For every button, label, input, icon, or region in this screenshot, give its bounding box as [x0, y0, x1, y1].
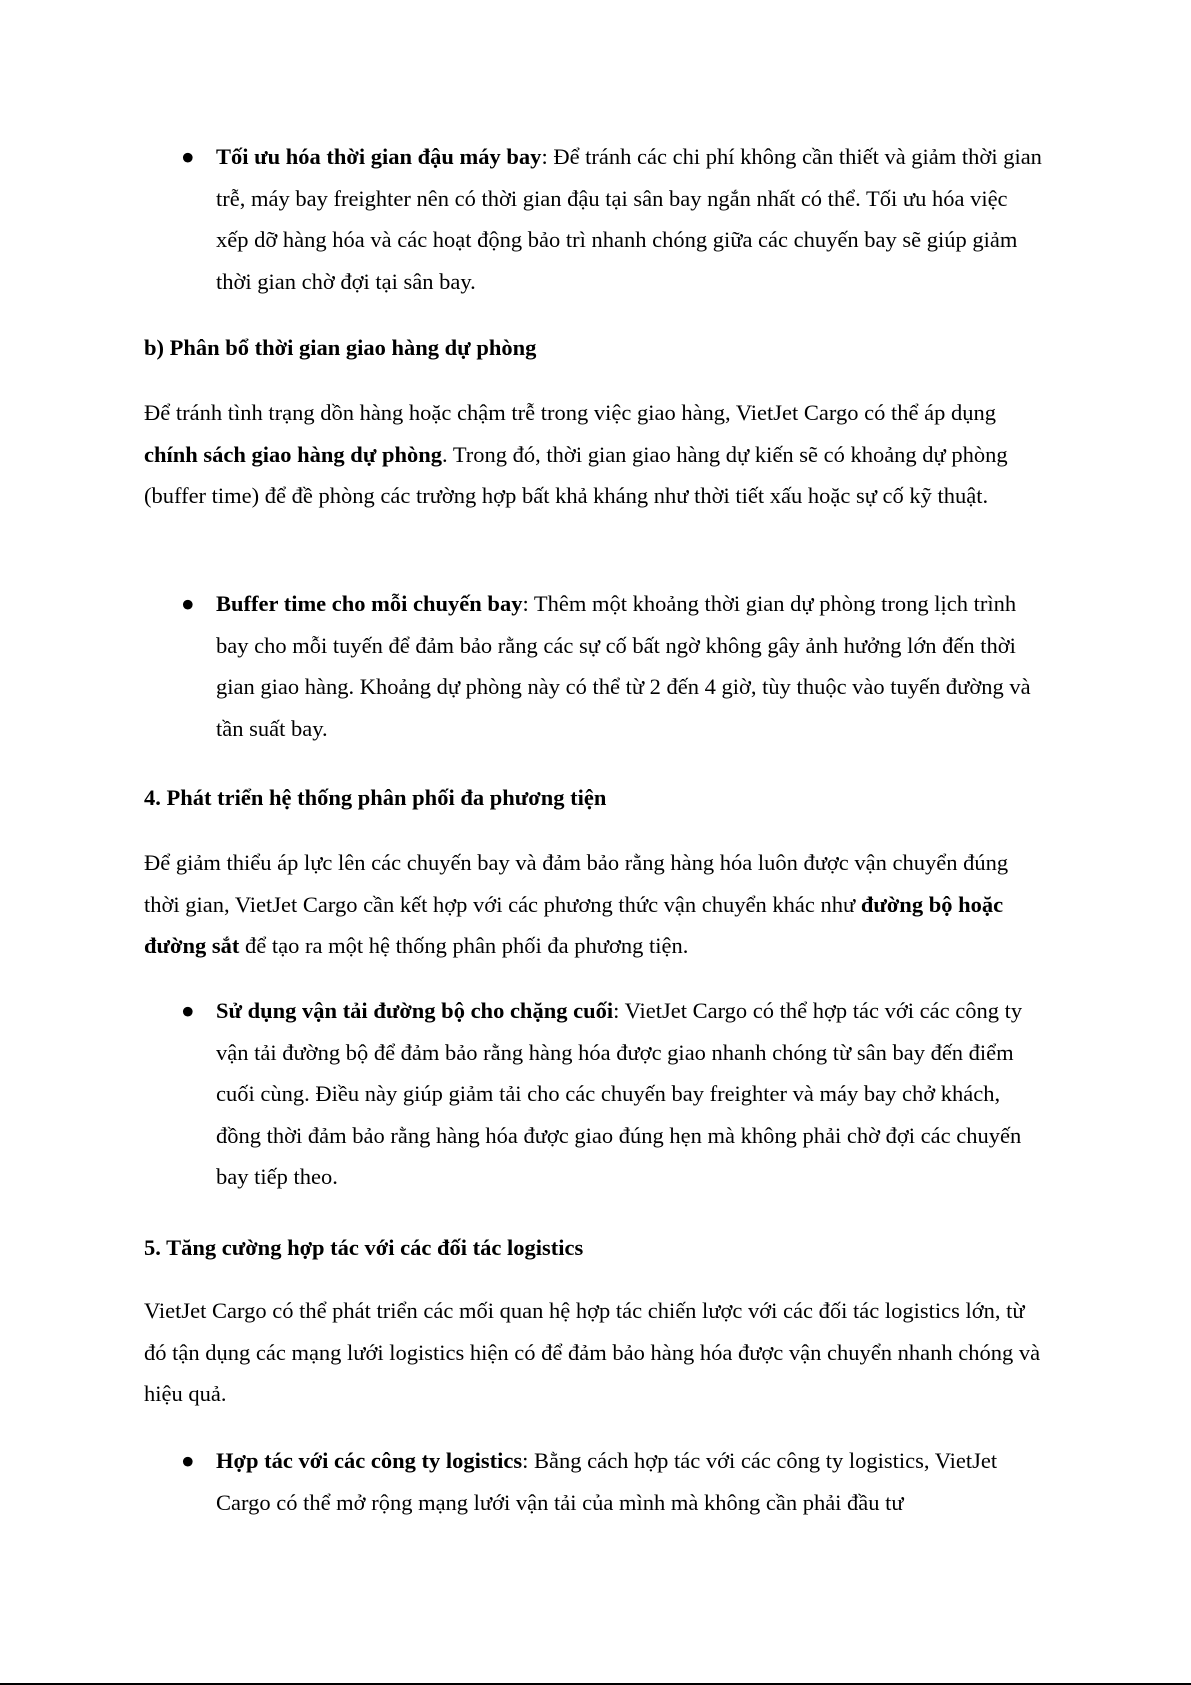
- bullet-marker: ●: [181, 144, 195, 169]
- bullet-item-text: : Bằng cách hợp tác với các công ty logistics, VietJet Cargo có thể mở rộng mạng lưới vận tải của mình mà không cần phải đầu tư: [216, 1448, 998, 1515]
- bullet-marker: ●: [181, 1448, 195, 1473]
- bullet-item-parking-time: [216, 136, 1044, 302]
- paragraph-emphasis: chính sách giao hàng dự phòng: [144, 441, 442, 467]
- bullet-item-title: Sử dụng vận tải đường bộ cho chặng cuối: [216, 998, 614, 1023]
- paragraph-multimodal: [144, 842, 1044, 967]
- paragraph-text: Để giảm thiểu áp lực lên các chuyến bay và đảm bảo rằng hàng hóa luôn được vận chuyển đúng thời gian, VietJet Cargo cần kết hợp với các phương thức vận chuyển khác như: [144, 850, 1009, 917]
- bullet-item-buffer-time: [216, 583, 1044, 749]
- paragraph-logistics-partners: VietJet Cargo có thể phát triển các mối quan hệ hợp tác chiến lược với các đối tác logistics lớn, từ đó tận dụng các mạng lưới logistics hiện có để đảm bảo hàng hóa được vận chuyển nhanh chóng và hiệu quả.: [144, 1298, 1041, 1406]
- bullet-marker: ●: [181, 591, 195, 616]
- bullet-item-title: Tối ưu hóa thời gian đậu máy bay: [216, 144, 542, 169]
- bullet-item-logistics-companies: [216, 1440, 1044, 1523]
- section-heading-b: b) Phân bổ thời gian giao hàng dự phòng: [144, 335, 537, 360]
- section-heading-4: 4. Phát triển hệ thống phân phối đa phương tiện: [144, 785, 607, 810]
- bullet-marker: ●: [181, 998, 195, 1023]
- bullet-item-text: : VietJet Cargo có thể hợp tác với các công ty vận tải đường bộ để đảm bảo rằng hàng hóa được giao nhanh chóng từ sân bay đến điểm cuối cùng. Điều này giúp giảm tải cho các chuyến bay freighter và máy bay chở khách, đồng thời đảm bảo rằng hàng hóa được giao đúng hẹn mà không phải chờ đợi các chuyến bay tiếp theo.: [216, 998, 1023, 1189]
- paragraph-text: để tạo ra một hệ thống phân phối đa phương tiện.: [239, 933, 689, 958]
- paragraph-text: . Trong đó, thời gian giao hàng dự kiến sẽ có khoảng dự phòng (buffer time) để đề phòng các trường hợp bất khả kháng như thời tiết xấu hoặc sự cố kỹ thuật.: [144, 441, 1008, 508]
- section-heading-5: 5. Tăng cường hợp tác với các đối tác logistics: [144, 1235, 584, 1260]
- bullet-item-text: : Thêm một khoảng thời gian dự phòng trong lịch trình bay cho mỗi tuyến để đảm bảo rằng các sự cố bất ngờ không gây ảnh hưởng lớn đến thời gian giao hàng. Khoảng dự phòng này có thể từ 2 đến 4 giờ, tùy thuộc vào tuyến đường và tần suất bay.: [216, 591, 1031, 741]
- paragraph-text: Để tránh tình trạng dồn hàng hoặc chậm trễ trong việc giao hàng, VietJet Cargo có thể áp dụng: [144, 400, 996, 425]
- bullet-item-road-transport: [216, 990, 1044, 1198]
- bullet-item-text: : Để tránh các chi phí không cần thiết và giảm thời gian trễ, máy bay freighter nên có thời gian đậu tại sân bay ngắn nhất có thể. Tối ưu hóa việc xếp dỡ hàng hóa và các hoạt động bảo trì nhanh chóng giữa các chuyến bay sẽ giúp giảm thời gian chờ đợi tại sân bay.: [216, 144, 1042, 294]
- bullet-item-title: Buffer time cho mỗi chuyến bay: [216, 591, 523, 616]
- paragraph-emphasis: đường bộ hoặc đường sắt: [144, 891, 1004, 958]
- bullet-item-title: Hợp tác với các công ty logistics: [216, 1448, 523, 1473]
- paragraph-buffer-policy: [144, 392, 1044, 517]
